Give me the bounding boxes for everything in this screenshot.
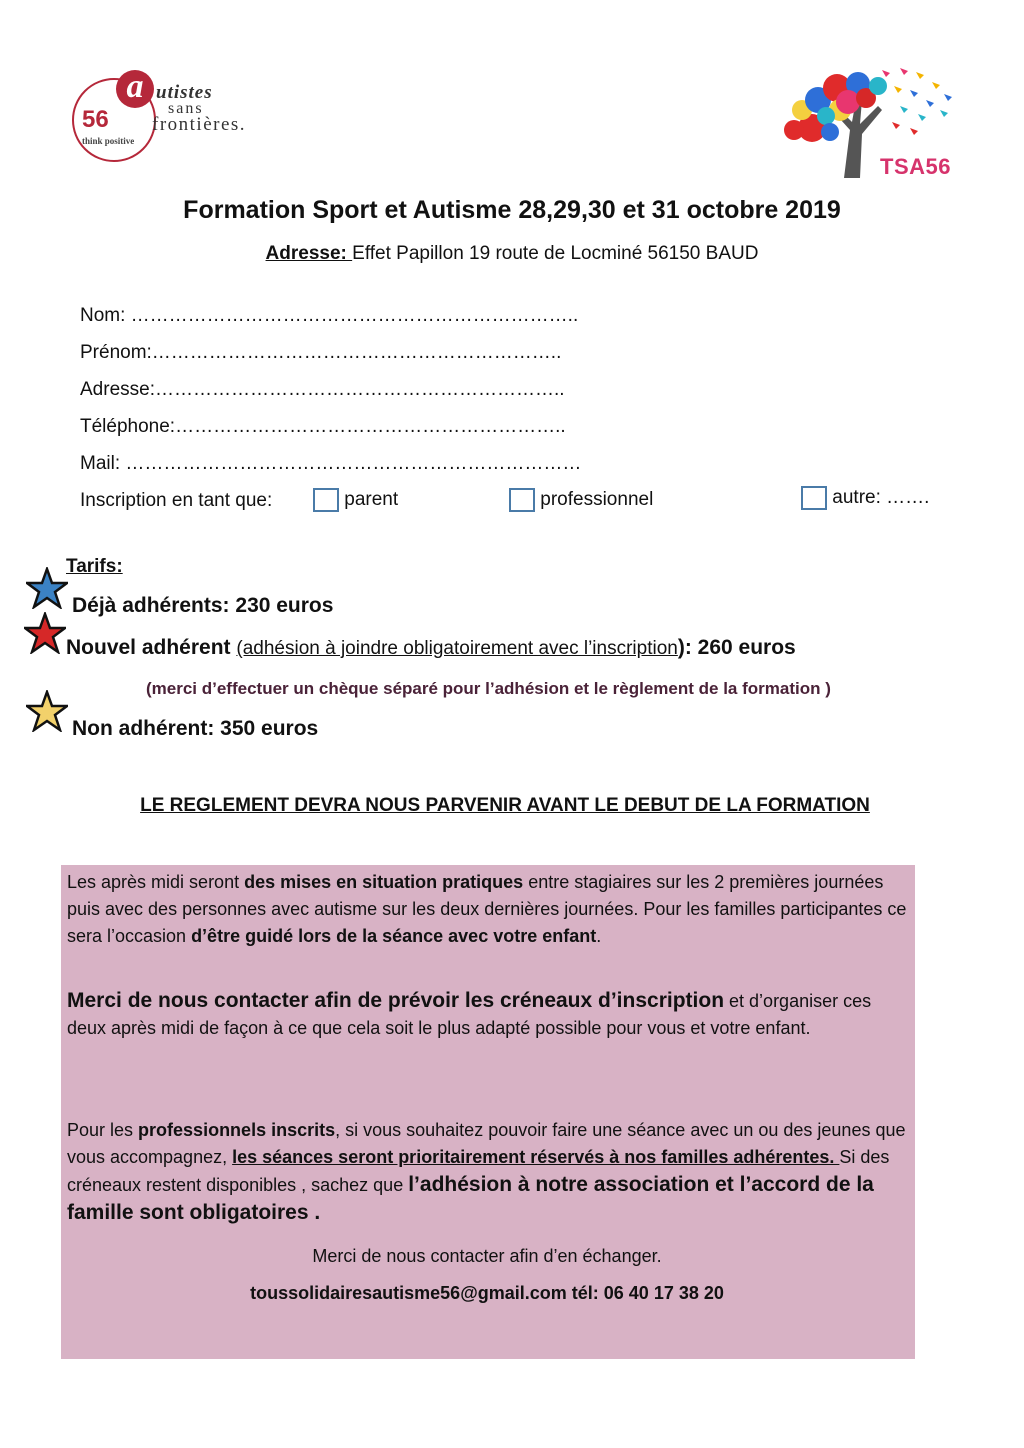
p3-text-c: , si vous souhaitez pouvoir faire une séance avec un ou des jeunes que vous accompagnez, [67,1120,906,1167]
info-paragraph-1 [67,869,907,950]
page-title: Formation Sport et Autisme 28,29,30 et 31 octobre 2019 [183,196,841,224]
contact-line: Merci de nous contacter afin d’en échanger. [312,1246,662,1266]
parent-label: parent [344,489,399,511]
p2-text-a: Merci de nous contacter afin de prévoir les créneaux d’inscription [67,989,725,1012]
info-paragraph-2 [67,987,907,1042]
option-professionnel[interactable] [509,488,653,512]
option-autre[interactable] [801,486,929,510]
option-parent[interactable] [313,488,398,512]
p3-text-d: les séances seront prioritairement réservés à nos familles adhérentes. [232,1147,840,1167]
telephone-field[interactable]: Téléphone:…………………………………………………….. [80,416,566,437]
adresse-field[interactable]: Adresse:……………………………………………………….. [80,379,565,400]
p2-text-b: et d’organiser ces deux après midi de façon à ce que cela soit le plus adapté possible pour vous et votre enfant. [67,991,872,1038]
p3-text-e: Si des créneaux restent disponibles , sachez que [67,1147,890,1195]
professionnel-checkbox[interactable] [509,488,535,512]
nouvel-adherent-label: Nouvel adhérent [66,636,237,659]
p1-text-e: . [596,926,602,946]
tarif-nouvel-adherent [66,636,796,660]
p3-text-f: l’adhésion à notre association et l’accord de la famille sont obligatoires . [67,1173,874,1224]
logo-tagline: think positive [82,136,135,146]
red-star-shape [25,614,65,652]
p3-text-a: Pour les [67,1120,139,1140]
yellow-star-shape [27,692,67,730]
blue-star-shape [27,569,67,607]
autre-checkbox[interactable] [801,486,827,510]
cheque-note: (merci d’effectuer un chèque séparé pour l’adhésion et le règlement de la formation ) [146,679,831,698]
address-value: Effet Papillon 19 route de Locminé 56150 BAUD [352,243,759,264]
mail-field[interactable]: Mail: ……………………………………………………………… [80,453,582,474]
logo-word-3: frontières. [152,114,247,135]
red-star-icon [24,612,66,654]
nouvel-adherent-price: ): 260 euros [677,636,796,659]
p1-text-a: Les après midi seront [67,872,245,892]
autistes-sans-frontieres-logo [72,70,272,165]
autre-label: autre: ……. [832,487,930,509]
info-paragraph-3 [67,1117,907,1227]
inscription-label: Inscription en tant que: [80,490,273,511]
tarif-non-adherent: Non adhérent: 350 euros [72,717,319,740]
nouvel-adherent-note: (adhésion à joindre obligatoirement avec l’inscription [236,638,678,659]
reglement-notice: LE REGLEMENT DEVRA NOUS PARVENIR AVANT LE DEBUT DE LA FORMATION [140,795,870,816]
professionnel-label: professionnel [540,489,654,511]
tarif-deja-adherents: Déjà adhérents: 230 euros [72,594,334,617]
tsa56-label: TSA56 [880,154,951,179]
address-line [0,243,1024,265]
p3-text-b: professionnels inscrits [138,1120,336,1140]
tsa56-logo [782,60,972,185]
email-phone-line[interactable]: toussolidairesautisme56@gmail.com tél: 06 40 17 38 20 [250,1283,724,1303]
p1-text-c: entre stagiaires sur les 2 premières journées puis avec des personnes avec autisme sur les deux dernières journées. Pour les familles participantes ce sera l’occasion [67,872,907,946]
nom-field[interactable]: Nom: …………………………………………………………….. [80,305,579,326]
logo-letter: a [116,70,154,108]
yellow-star-icon [26,690,68,732]
prenom-field[interactable]: Prénom:……………………………………………………….. [80,342,562,363]
tarifs-heading: Tarifs: [66,556,123,577]
logo-word-2: sans [168,100,204,117]
parent-checkbox[interactable] [313,488,339,512]
blue-star-icon [26,567,68,609]
info-box [61,865,915,1359]
logo-number: 56 [82,106,109,133]
address-label: Adresse: [265,243,353,264]
p1-text-d: d’être guidé lors de la séance avec votre enfant [191,926,597,946]
logo-word-1: utistes [156,82,213,103]
p1-text-b: des mises en situation pratiques [244,872,524,892]
